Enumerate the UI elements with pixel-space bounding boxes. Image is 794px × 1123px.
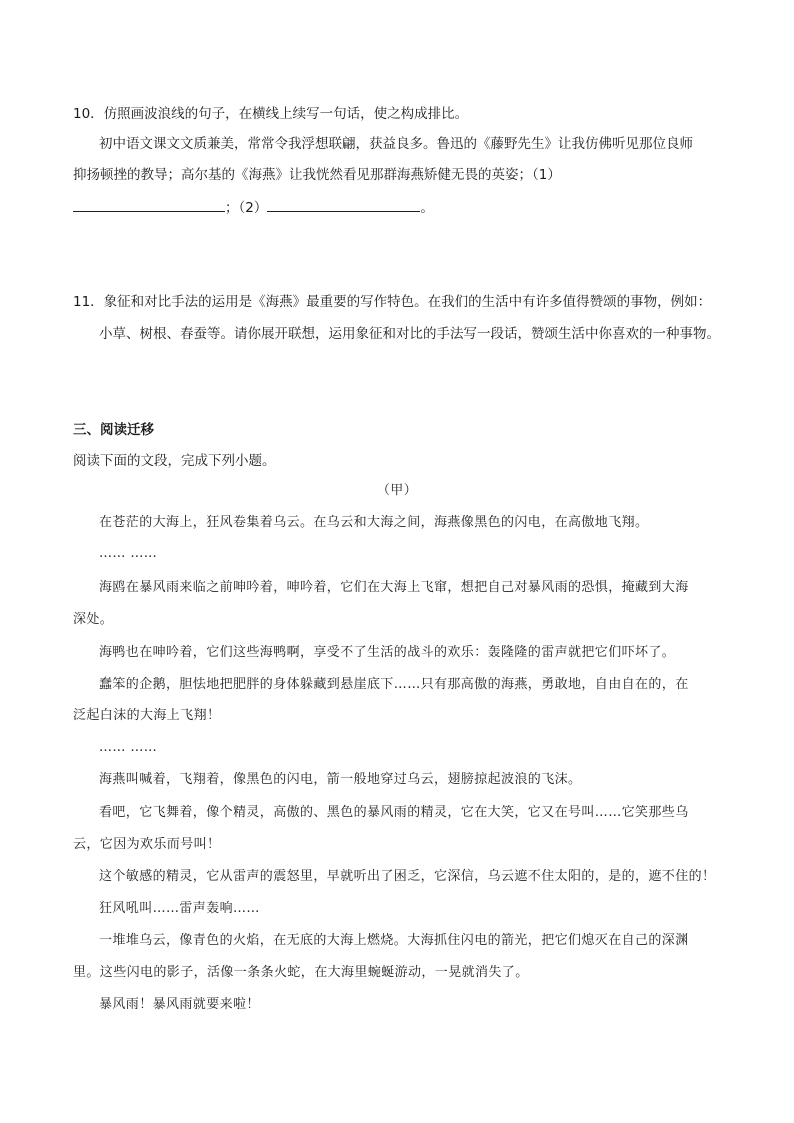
q10-text-line1: 初中语文课文文质兼美，常常令我浮想联翩，获益良多。鲁迅的《藤野先生》让我仿佛听见那位良师 bbox=[99, 136, 693, 152]
passage-line: 暴风雨！暴风雨就要来啦！ bbox=[99, 997, 260, 1012]
passage-line: 泛起白沫的大海上飞翔！ bbox=[73, 708, 221, 723]
answer-blank-1[interactable] bbox=[73, 197, 225, 212]
q10-separator: ；（2） bbox=[225, 200, 268, 216]
passage-subtitle: （甲） bbox=[376, 483, 418, 498]
passage-line: 海鸥在暴风雨来临之前呻吟着，呻吟着，它们在大海上飞窜，想把自己对暴风雨的恐惧，掩藏到大海 bbox=[99, 580, 689, 595]
passage-line: 蠢笨的企鹅，胆怯地把肥胖的身体躲藏到悬崖底下……只有那高傲的海燕，勇敢地，自由自在的，在 bbox=[99, 677, 689, 692]
q11-title: 11．象征和对比手法的运用是《海燕》最重要的写作特色。在我们的生活中有许多值得赞颂的事物，例如： bbox=[73, 294, 712, 310]
passage-line: 海燕叫喊着，飞翔着，像黑色的闪电，箭一般地穿过乌云，翅膀掠起波浪的飞沫。 bbox=[99, 772, 582, 787]
passage-line: …… …… bbox=[99, 740, 158, 755]
passage-line: 看吧，它飞舞着，像个精灵，高傲的、黑色的暴风雨的精灵，它在大笑，它又在号叫……它笑那些乌 bbox=[99, 805, 689, 820]
reading-instruction: 阅读下面的文段，完成下列小题。 bbox=[73, 453, 276, 469]
answer-blank-2[interactable] bbox=[267, 197, 420, 212]
passage-line: 在苍茫的大海上，狂风卷集着乌云。在乌云和大海之间，海燕像黑色的闪电，在高傲地飞翔。 bbox=[99, 515, 649, 530]
section-heading: 三、阅读迁移 bbox=[73, 422, 154, 438]
q10-text-line2: 抑扬顿挫的教导；高尔基的《海燕》让我恍然看见那群海燕矫健无畏的英姿；（1） bbox=[73, 167, 561, 183]
passage-line: 这个敏感的精灵，它从雷声的震怒里，早就听出了困乏，它深信，乌云遮不住太阳的，是的，遮不住的！ bbox=[99, 869, 716, 884]
passage-line: 狂风吼叫……雷声轰响…… bbox=[99, 901, 260, 916]
passage-line: 一堆堆乌云，像青色的火焰，在无底的大海上燃烧。大海抓住闪电的箭光，把它们熄灭在自己的深渊 bbox=[99, 933, 689, 948]
passage-line: …… …… bbox=[99, 546, 158, 561]
passage-line: 海鸭也在呻吟着，它们这些海鸭啊，享受不了生活的战斗的欢乐：轰隆隆的雷声就把它们吓坏了。 bbox=[99, 645, 676, 660]
q10-end: 。 bbox=[420, 200, 434, 216]
q10-answer-line bbox=[73, 197, 434, 218]
passage-line: 里。这些闪电的影子，活像一条条火蛇，在大海里蜿蜒游动，一晃就消失了。 bbox=[73, 965, 529, 980]
passage-line: 深处。 bbox=[73, 612, 114, 627]
passage-line: 云，它因为欢乐而号叫！ bbox=[73, 837, 221, 852]
q11-text-line1: 小草、树根、春蚕等。请你展开联想，运用象征和对比的手法写一段话，赞颂生活中你喜欢的一种事物。 bbox=[99, 326, 720, 342]
q10-title: 10．仿照画波浪线的句子，在横线上续写一句话，使之构成排比。 bbox=[73, 106, 469, 122]
